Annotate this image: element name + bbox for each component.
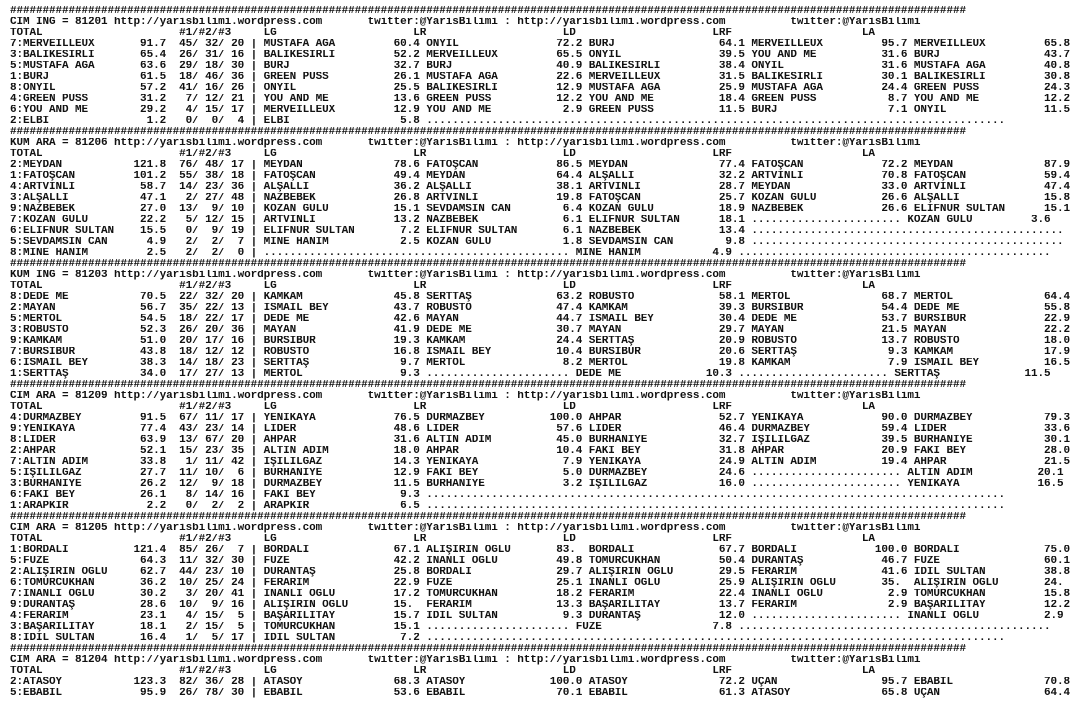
- text-line: 5:FÜZE 64.3 11/ 32/ 30 | FÜZE 42.2 İNANLI OĞLU 49.8 TOMURCUKHAN 50.4 DURANTAŞ 46.7 FÜZE 60.1: [10, 556, 1070, 567]
- text-line: CIM ARA = 81204 http://yarisbilimi.wordpress.com twitter:@YarisBilimi : http://yarisbilimi.wordpress.com twitter:@YarisBilimi: [10, 655, 921, 666]
- text-line: 4:ARTVİNLİ 58.7 14/ 23/ 36 | ALŞALLI 36.2 ALŞALLI 38.1 ARTVİNLİ 28.7 MEYDAN 33.0 ARTVİNLİ 47.4: [10, 182, 1070, 193]
- text-line: 1:BURJ 61.5 18/ 46/ 36 | GREEN PUSS 26.1 MUSTAFA AGA 22.6 MERVEILLEUX 31.5 BALIKESIRLI 30.1 BALIKESIRLI 30.8: [10, 72, 1070, 83]
- text-line: CIM ARA = 81209 http://yarisbilimi.wordpress.com twitter:@YarisBilimi : http://yarisbilimi.wordpress.com twitter:@YarisBilimi: [10, 391, 921, 402]
- text-line: 8:ONYIL 57.2 41/ 16/ 26 | ONYIL 25.5 BALIKESIRLI 12.9 MUSTAFA AGA 25.9 MUSTAFA AGA 24.4 GREEN PUSS 24.3: [10, 83, 1070, 94]
- text-line: ###################################################################################################################################################: [10, 512, 966, 523]
- text-line: 6:YOU AND ME 29.2 4/ 15/ 17 | MERVEILLEUX 12.9 YOU AND ME 2.9 GREEN PUSS 11.5 BURJ 7.1 ONYIL 11.5: [10, 105, 1070, 116]
- text-line: 6:İSMAİL BEY 38.3 14/ 18/ 23 | SERTTAŞ 9.7 MERTOL 8.2 MERTOL 19.8 KAMKAM 7.9 İSMAİL BEY 16.5: [10, 358, 1070, 369]
- text-line: 3:BURHANİYE 26.2 12/ 9/ 18 | DURMAZBEY 11.5 BURHANİYE 3.2 IŞILILGAZ 16.0 ....................... YENİKAYA 16.5: [10, 479, 1064, 490]
- text-line: 7:MERVEILLEUX 91.7 45/ 32/ 20 | MUSTAFA AGA 60.4 ONYIL 72.2 BURJ 64.1 MERVEILLEUX 95.7 MERVEILLEUX 65.8: [10, 39, 1070, 50]
- text-line: 4:DURMAZBEY 91.5 67/ 11/ 17 | YENİKAYA 76.5 DURMAZBEY 100.0 AHPAR 52.7 YENİKAYA 90.0 DURMAZBEY 79.3: [10, 413, 1070, 424]
- text-line: 9:NAZBEBEK 27.0 13/ 9/ 10 | KOZAN GÜLÜ 15.1 SEVDAMSIN CAN 6.4 KOZAN GÜLÜ 18.9 NAZBEBEK 26.6 ELİFNUR SULTAN 15.1: [10, 204, 1070, 215]
- text-line: 6:ELİFNUR SULTAN 15.5 0/ 9/ 19 | ELİFNUR SULTAN 7.2 ELİFNUR SULTAN 6.1 NAZBEBEK 13.4 ................................................: [10, 226, 1064, 237]
- text-line: ###################################################################################################################################################: [10, 6, 966, 17]
- text-line: KUM ING = 81203 http://yarisbilimi.wordpress.com twitter:@YarisBilimi : http://yarisbilimi.wordpress.com twitter:@YarisBilimi: [10, 270, 921, 281]
- text-line: 2:ATASOY 123.3 82/ 36/ 28 | ATASOY 68.3 ATASOY 100.0 ATASOY 72.2 UÇAN 95.7 EBABİL 70.8: [10, 677, 1070, 688]
- text-line: TOTAL #1/#2/#3 LG LR LD LRF LA: [10, 534, 875, 545]
- text-line: 8:LİDER 63.9 13/ 67/ 20 | AHPAR 31.6 ALTIN ADIM 45.0 BURHANİYE 32.7 IŞILILGAZ 39.5 BURHANİYE 30.1: [10, 435, 1070, 446]
- text-line: 5:MERTOL 54.5 18/ 22/ 17 | DEDE ME 42.6 MAYAN 44.7 İSMAİL BEY 30.4 DEDE ME 53.7 BURSIBUR 22.9: [10, 314, 1070, 325]
- text-line: TOTAL #1/#2/#3 LG LR LD LRF LA: [10, 28, 875, 39]
- text-line: ###################################################################################################################################################: [10, 259, 966, 270]
- text-line: 5:MUSTAFA AGA 63.6 29/ 18/ 30 | BURJ 32.7 BURJ 40.9 BALIKESIRLI 38.4 ONYIL 31.6 MUSTAFA AGA 40.8: [10, 61, 1070, 72]
- text-line: 2:AHPAR 52.1 15/ 23/ 35 | ALTIN ADIM 18.0 AHPAR 10.4 FAKI BEY 31.8 AHPAR 20.9 FAKI BEY 28.0: [10, 446, 1070, 457]
- text-line: 8:İDİL SULTAN 16.4 1/ 5/ 17 | İDİL SULTAN 7.2 .........................................................................................: [10, 633, 1005, 644]
- text-line: ###################################################################################################################################################: [10, 644, 966, 655]
- text-line: 3:BALIKESIRLI 65.4 26/ 31/ 16 | BALIKESIRLI 52.2 MERVEILLEUX 65.5 ONYIL 39.5 YOU AND ME 31.6 BURJ 43.7: [10, 50, 1070, 61]
- text-line: 7:İNANLI OĞLU 30.2 3/ 20/ 41 | İNANLI OĞLU 17.2 TOMURCUKHAN 18.2 FERARİM 22.4 İNANLI OĞLU 2.9 TOMURCUKHAN 15.8: [10, 589, 1070, 600]
- text-line: 9:KAMKAM 51.0 20/ 17/ 16 | BURSIBUR 19.3 KAMKAM 24.4 SERTTAŞ 20.9 ROBUSTO 13.7 ROBUSTO 18.0: [10, 336, 1070, 347]
- text-line: TOTAL #1/#2/#3 LG LR LD LRF LA: [10, 281, 875, 292]
- text-line: 3:ROBUSTO 52.3 26/ 20/ 36 | MAYAN 41.9 DEDE ME 30.7 MAYAN 29.7 MAYAN 21.5 MAYAN 22.2: [10, 325, 1070, 336]
- text-line: 2:MAYAN 56.7 35/ 22/ 13 | İSMAİL BEY 43.7 ROBUSTO 47.4 KAMKAM 39.3 BURSIBUR 54.4 DEDE ME 55.8: [10, 303, 1070, 314]
- text-line: KUM ARA = 81206 http://yarisbilimi.wordpress.com twitter:@YarisBilimi : http://yarisbilimi.wordpress.com twitter:@YarisBilimi: [10, 138, 921, 149]
- text-line: 6:TOMURCUKHAN 36.2 10/ 25/ 24 | FERARİM 22.9 FÜZE 25.1 İNANLI OĞLU 25.9 ALİŞİRİN OĞLU 35. ALİŞİRİN OĞLU 24.: [10, 578, 1064, 589]
- text-line: 1:FATOŞCAN 101.2 55/ 38/ 18 | FATOŞCAN 49.4 MEYDAN 64.4 ALŞALLI 32.2 ARTVİNLİ 70.8 FATOŞCAN 59.4: [10, 171, 1070, 182]
- text-line: CIM ARA = 81205 http://yarisbilimi.wordpress.com twitter:@YarisBilimi : http://yarisbilimi.wordpress.com twitter:@YarisBilimi: [10, 523, 921, 534]
- text-line: 8:MİNE HANIM 2.5 2/ 2/ 0 | ............................................... MİNE HANIM 4.9 ................................................: [10, 248, 1051, 259]
- text-line: 5:EBABİL 95.9 26/ 78/ 30 | EBABİL 53.6 EBABİL 70.1 EBABİL 61.3 ATASOY 65.8 UÇAN 64.4: [10, 688, 1070, 699]
- text-line: 9:YENİKAYA 77.4 43/ 23/ 14 | LİDER 48.6 LİDER 57.6 LİDER 46.4 DURMAZBEY 59.4 LİDER 33.6: [10, 424, 1070, 435]
- text-line: TOTAL #1/#2/#3 LG LR LD LRF LA: [10, 402, 875, 413]
- text-line: 6:FAKI BEY 26.1 8/ 14/ 16 | FAKI BEY 9.3 .........................................................................................: [10, 490, 1005, 501]
- text-line: ###################################################################################################################################################: [10, 127, 966, 138]
- text-line: 5:IŞILILGAZ 27.7 11/ 10/ 6 | BURHANİYE 12.9 FAKI BEY 5.0 DURMAZBEY 24.6 ....................... ALTIN ADIM 20.1: [10, 468, 1064, 479]
- text-line: 2:MEYDAN 121.8 76/ 48/ 17 | MEYDAN 78.6 FATOŞCAN 86.5 MEYDAN 77.4 FATOŞCAN 72.2 MEYDAN 87.9: [10, 160, 1070, 171]
- text-line: CIM ING = 81201 http://yarisbilimi.wordpress.com twitter:@YarisBilimi : http://yarisbilimi.wordpress.com twitter:@YarisBilimi: [10, 17, 921, 28]
- text-line: TOTAL #1/#2/#3 LG LR LD LRF LA: [10, 666, 875, 677]
- text-line: 1:BORDALI 121.4 85/ 26/ 7 | BORDALI 67.1 ALİŞİRİN OĞLU 83. BORDALI 67.7 BORDALI 100.0 BORDALI 75.0: [10, 545, 1070, 556]
- text-line: 2:ALİŞİRİN OĞLU 62.7 44/ 23/ 10 | DURANTAŞ 25.8 BORDALI 29.7 ALİŞİRİN OĞLU 29.5 FERARİM 41.6 İDİL SULTAN 38.8: [10, 567, 1070, 578]
- text-line: 7:ALTIN ADIM 33.8 1/ 11/ 42 | IŞILILGAZ 14.3 YENİKAYA 7.9 YENİKAYA 24.9 ALTIN ADIM 19.4 AHPAR 21.5: [10, 457, 1070, 468]
- text-line: 1:ARAPKIR 2.2 0/ 2/ 2 | ARAPKIR 6.5 .........................................................................................: [10, 501, 1005, 512]
- text-line: 1:SERTTAŞ 34.0 17/ 27/ 13 | MERTOL 9.3 ...................... DEDE ME 10.3 ....................... SERTTAŞ 11.5: [10, 369, 1051, 380]
- text-line: 7:KOZAN GÜLÜ 22.2 5/ 12/ 15 | ARTVİNLİ 13.2 NAZBEBEK 6.1 ELİFNUR SULTAN 18.1 ....................... KOZAN GÜLÜ 3.6: [10, 215, 1051, 226]
- text-line: ###################################################################################################################################################: [10, 380, 966, 391]
- text-line: 4:FERARİM 23.1 4/ 15/ 5 | BAŞARILITAY 15.7 İDİL SULTAN 9.3 DURANTAŞ 12.0 ....................... İNANLI OĞLU 2.9: [10, 611, 1064, 622]
- text-line: 7:BURSIBUR 43.8 18/ 12/ 12 | ROBUSTO 16.8 İSMAİL BEY 10.4 BURSIBUR 20.6 SERTTAŞ 9.3 KAMKAM 17.9: [10, 347, 1070, 358]
- text-line: 3:BAŞARILITAY 18.1 2/ 15/ 5 | TOMURCUKHAN 15.1 ...................... FÜZE 7.8 ................................................: [10, 622, 1051, 633]
- text-line: 9:DURANTAŞ 28.6 10/ 9/ 16 | ALİŞİRİN OĞLU 15. FERARİM 13.3 BAŞARILITAY 13.7 FERARİM 2.9 BAŞARILITAY 12.2: [10, 600, 1070, 611]
- text-line: 3:ALŞALLI 47.1 2/ 27/ 48 | NAZBEBEK 26.8 ARTVİNLİ 19.8 FATOŞCAN 25.7 KOZAN GÜLÜ 26.6 ALŞALLI 15.8: [10, 193, 1070, 204]
- text-line: 2:ELBI 1.2 0/ 0/ 4 | ELBI 5.8 .........................................................................................: [10, 116, 1005, 127]
- text-line: 8:DEDE ME 70.5 22/ 32/ 20 | KAMKAM 45.8 SERTTAŞ 63.2 ROBUSTO 58.1 MERTOL 68.7 MERTOL 64.4: [10, 292, 1070, 303]
- text-line: TOTAL #1/#2/#3 LG LR LD LRF LA: [10, 149, 875, 160]
- text-line: 4:GREEN PUSS 31.2 7/ 12/ 21 | YOU AND ME 13.6 GREEN PUSS 12.2 YOU AND ME 18.4 GREEN PUSS 8.7 YOU AND ME 12.2: [10, 94, 1070, 105]
- race-stats-document: [10, 6, 1072, 711]
- text-line: 5:SEVDAMSIN CAN 4.9 2/ 2/ 7 | MİNE HANIM 2.5 KOZAN GÜLÜ 1.8 SEVDAMSIN CAN 9.8 ................................................: [10, 237, 1064, 248]
